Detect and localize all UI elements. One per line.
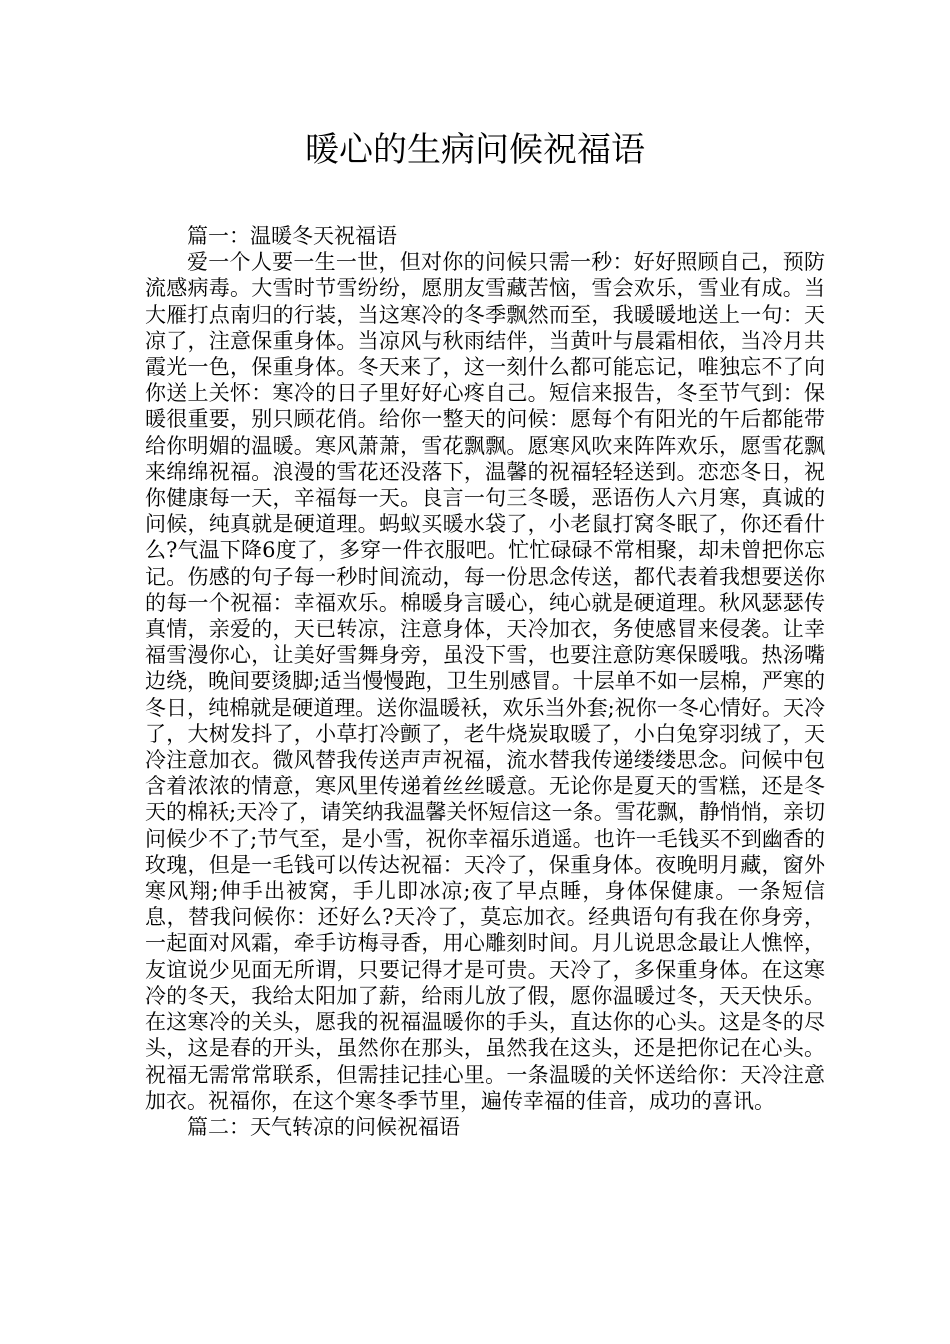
section-heading-1: 篇一：温暖冬天祝福语 — [187, 224, 397, 248]
section-body-1: 爱一个人要一生一世，但对你的问候只需一秒：好好照顾自己，预防流感病毒。大雪时节雪纷纷，愿朋友雪藏苦恼，雪会欢乐，雪业有成。当大雁打点南归的行装，当这寒冷的冬季飘然而至，我暖暖地送上一句：天凉了，注意保重身体。当凉风与秋雨结伴，当黄叶与晨霜相依，当冷月共霞光一色，保重身体。冬天来了，这一刻什么都可能忘记，唯独忘不了向你送上关怀：寒冷的日子里好好心疼自己。短信来报告，冬至节气到：保暖很重要，别只顾花俏。给你一整天的问候：愿每个有阳光的午后都能带给你明媚的温暖。寒风萧萧，雪花飘飘。愿寒风吹来阵阵欢乐，愿雪花飘来绵绵祝福。浪漫的雪花还没落下，温馨的祝福轻轻送到。恋恋冬日，祝你健康每一天，辛福每一天。良言一句三冬暖，恶语伤人六月寒，真诚的问候，纯真就是硬道理。蚂蚁买暖水袋了，小老鼠打窝冬眠了，你还看什么?气温下降6度了，多穿一件衣服吧。忙忙碌碌不常相聚，却未曾把你忘记。伤感的句子每一秒时间流动，每一份思念传送，都代表着我想要送你的每一个祝福：幸福欢乐。棉暖身言暖心，纯心就是硬道理。秋风瑟瑟传真情，亲爱的，天已转凉，注意身体，天冷加衣，务使感冒来侵袭。让幸福雪漫你心，让美好雪舞身旁，虽没下雪，也要注意防寒保暖哦。热汤嘴边绕，晚间要烫脚;适当慢慢跑，卫生别感冒。十层单不如一层棉，严寒的冬日，纯棉就是硬道理。送你温暖袄，欢乐当外套;祝你一冬心情好。天冷了，大树发抖了，小草打冷颤了，老牛烧炭取暖了，小白兔穿羽绒了，天冷注意加衣。微风替我传送声声祝福，流水替我传递缕缕思念。问候中包含着浓浓的情意，寒风里传递着丝丝暖意。无论你是夏天的雪糕，还是冬天的棉袄;天冷了，请笑纳我温馨关怀短信这一条。雪花飘，静悄悄，亲切问候少不了;节气至，是小雪，祝你幸福乐逍遥。也许一毛钱买不到幽香的玫瑰，但是一毛钱可以传达祝福：天冷了，保重身体。夜晚明月藏，窗外寒风翔;伸手出被窝，手儿即冰凉;夜了早点睡，身体保健康。一条短信息，替我问候你：还好么?天冷了，莫忘加衣。经典语句有我在你身旁，一起面对风霜，牵手访梅寻香，用心雕刻时间。月儿说思念最让人憔悴，友谊说少见面无所谓，只要记得才是可贵。天冷了，多保重身体。在这寒冷的冬天，我给太阳加了薪，给雨儿放了假，愿你温暖过冬，天天快乐。在这寒冷的关头，愿我的祝福温暖你的手头，直达你的心头。这是冬的尽头，这是春的开头，虽然你在那头，虽然我在这头，还是把你记在心头。祝福无需常常联系，但需挂记挂心里。一条温暖的关怀送给你：天冷注意加衣。祝福你，在这个寒冬季节里，遍传幸福的佳音，成功的喜讯。 — [145, 250, 825, 1113]
section-heading-2: 篇二：天气转凉的问候祝福语 — [187, 1114, 460, 1139]
document-body — [145, 223, 825, 1140]
document-title: 暖心的生病问候祝福语 — [305, 130, 645, 170]
